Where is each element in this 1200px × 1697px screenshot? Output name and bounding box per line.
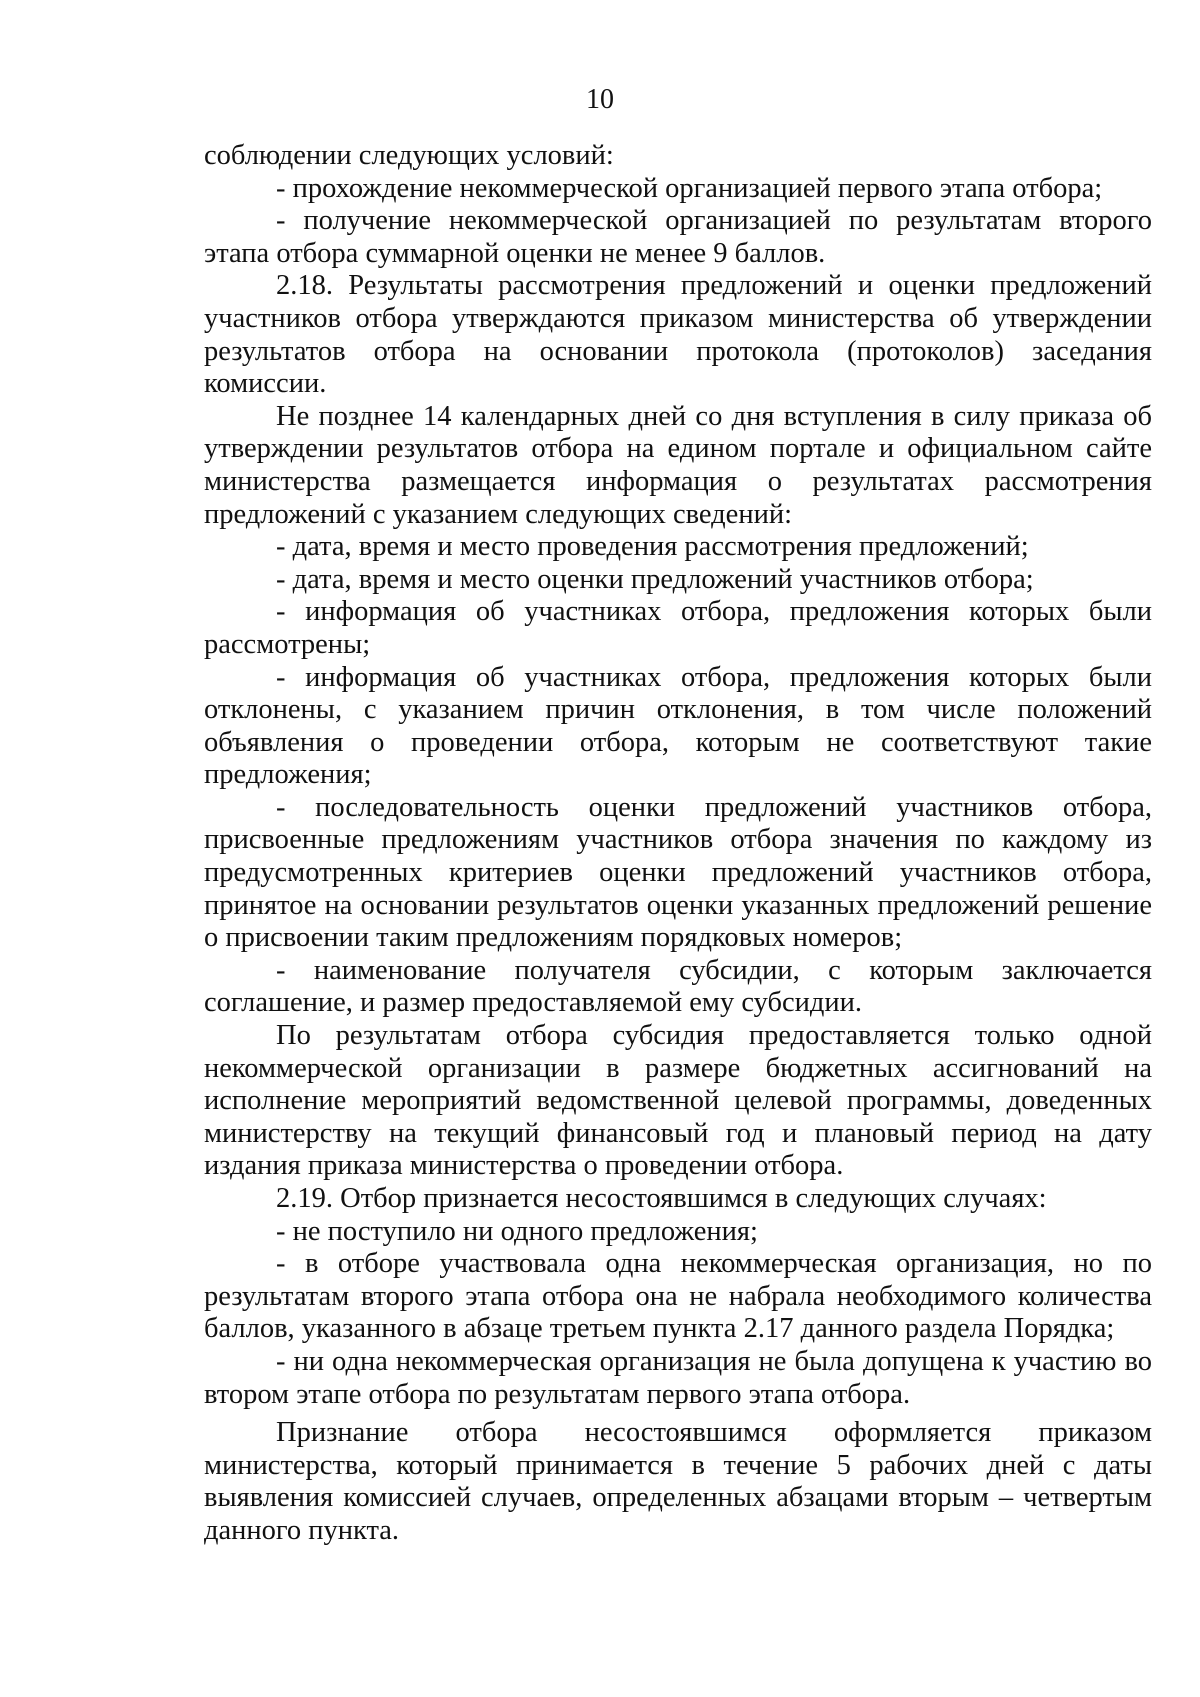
list-item-evaluation-date-place: - дата, время и место оценки предложений участников отбора; [276,563,1034,595]
paragraph-single-recipient: По результатам отбора субсидия предоставляется только одной некоммерческой организации в размере бюджетных ассигнований на исполнение мероприятий ведомственной целевой программы, доведенных министерству на текущий финансовый год и плановый период на дату издания приказа министерства о проведении отбора. [204,1020,1152,1182]
list-item-recipient-name: - наименование получателя субсидии, с которым заключается соглашение, и размер предоставляемой ему субсидии. [204,954,1152,1019]
paragraph-publication-deadline: Не позднее 14 календарных дней со дня вступления в силу приказа об утверждении результатов отбора на едином портале и официальном сайте министерства размещается информация о результатах рассмотрения предложений с указанием следующих сведений: [204,400,1152,530]
paragraph-conditions-intro: соблюдении следующих условий: [204,140,614,171]
list-item-reviewed-participants: - информация об участниках отбора, предложения которых были рассмотрены; [204,596,1152,660]
paragraph-failed-selection-order: Признание отбора несостоявшимся оформляется приказом министерства, который принимается в течение 5 рабочих дней с даты выявления комиссией случаев, определенных абзацами вторым – четвертым данного пункта. [204,1417,1152,1546]
list-item-evaluation-sequence: - последовательность оценки предложений участников отбора, присвоенные предложениям участников отбора значения по каждому из предусмотренных критериев оценки предложений участников отбора, принятое на основании результатов оценки указанных предложений решение о присвоении таким предложениям порядковых номеров; [204,791,1152,954]
document-body [204,140,1152,1548]
list-item-first-stage: - прохождение некоммерческой организацией первого этапа отбора; [276,172,1103,204]
page-number: 10 [586,84,614,115]
list-item-insufficient-score: - в отборе участвовала одна некоммерческая организация, но по результатам второго этапа отбора она не набрала необходимого количества баллов, указанного в абзаце третьем пункта 2.17 данного раздела Порядка; [204,1248,1152,1345]
list-item-none-admitted: - ни одна некоммерческая организация не была допущена к участию во втором этапе отбора по результатам первого этапа отбора. [204,1345,1152,1410]
list-item-no-proposals: - не поступило ни одного предложения; [276,1215,758,1247]
list-item-second-stage-score: - получение некоммерческой организацией по результатам второго этапа отбора суммарной оценки не менее 9 баллов. [204,205,1152,269]
list-item-rejected-participants: - информация об участниках отбора, предложения которых были отклонены, с указанием причин отклонения, в том числе положений объявления о проведении отбора, которым не соответствуют такие предложения; [204,661,1152,791]
list-item-review-date-place: - дата, время и место проведения рассмотрения предложений; [276,531,1029,563]
paragraph-2-19-failed-selection: 2.19. Отбор признается несостоявшимся в следующих случаях: [276,1183,1047,1214]
paragraph-2-18-results: 2.18. Результаты рассмотрения предложений и оценки предложений участников отбора утверждаются приказом министерства об утверждении результатов отбора на основании протокола (протоколов) заседания комиссии. [204,270,1152,400]
